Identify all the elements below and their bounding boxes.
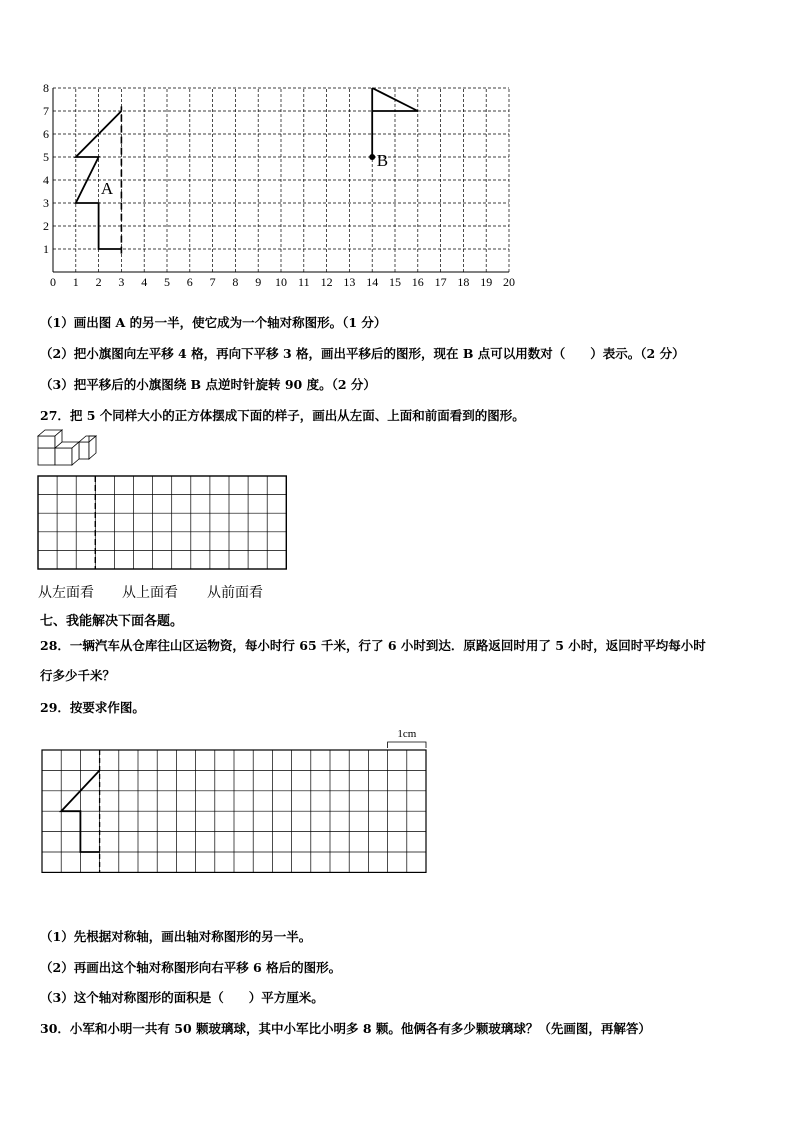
- x-tick-label: 8: [232, 275, 239, 289]
- scale-label: 1cm: [397, 728, 417, 740]
- y-tick-label: 4: [43, 173, 49, 187]
- x-tick-label: 12: [320, 275, 333, 289]
- x-tick-label: 14: [366, 275, 379, 289]
- q29-part2: （2）再画出这个轴对称图形向右平移 6 格后的图形。: [40, 960, 342, 975]
- x-tick-label: 13: [343, 275, 356, 289]
- q26-part3: （3）把平移后的小旗图绕 B 点逆时针旋转 90 度。（2 分）: [40, 377, 376, 392]
- x-tick-label: 15: [389, 275, 401, 289]
- y-tick-label: 2: [43, 219, 49, 233]
- view-front-label: 从前面看: [207, 585, 263, 601]
- x-tick-label: 5: [164, 275, 170, 289]
- x-tick-label: 18: [457, 275, 470, 289]
- q29-part3: （3）这个轴对称图形的面积是（ ）平方厘米。: [40, 990, 324, 1005]
- section-7-title: 七、我能解决下面各题。: [40, 614, 184, 629]
- y-tick-label: 7: [43, 104, 49, 118]
- x-tick-label: 0: [50, 275, 56, 289]
- coordinate-grid: [0, 0, 794, 300]
- q29-text: 29．按要求作图。: [40, 700, 145, 715]
- x-tick-label: 16: [411, 275, 424, 289]
- grid-border: [38, 476, 286, 569]
- q27-text: 27．把 5 个同样大小的正方体摆成下面的样子，画出从左面、上面和前面看到的图形。: [40, 408, 525, 423]
- y-tick-label: 1: [43, 242, 49, 256]
- point-b: [369, 154, 375, 160]
- q28-line2: 行多少千米？: [40, 668, 116, 683]
- q29-part1: （1）先根据对称轴，画出轴对称图形的另一半。: [40, 929, 312, 944]
- x-tick-label: 10: [275, 275, 287, 289]
- q26-part2: （2）把小旗图向左平移 4 格，再向下平移 3 格，画出平移后的图形，现在 B 点可以用数对（ ）表示。（2 分）: [40, 346, 685, 361]
- view-top-label: 从上面看: [122, 585, 178, 601]
- x-tick-label: 9: [255, 275, 262, 289]
- x-tick-label: 7: [209, 275, 216, 289]
- label-a: A: [100, 178, 114, 198]
- y-tick-label: 8: [43, 81, 49, 95]
- x-tick-label: 2: [95, 275, 102, 289]
- x-tick-label: 3: [118, 275, 125, 289]
- x-tick-label: 17: [434, 275, 447, 289]
- x-tick-label: 4: [141, 275, 148, 289]
- q30-text: 30．小军和小明一共有 50 颗玻璃球，其中小军比小明多 8 颗。他俩各有多少颗玻璃球？（先画图，再解答）: [40, 1021, 651, 1036]
- y-tick-label: 3: [43, 196, 49, 210]
- label-b: B: [376, 151, 389, 171]
- x-tick-label: 6: [186, 275, 193, 289]
- cubes-figure: [36, 428, 106, 468]
- scale-bracket: [388, 742, 426, 748]
- x-tick-label: 20: [503, 275, 515, 289]
- y-tick-label: 5: [43, 150, 49, 164]
- q29-drawing-grid: [36, 722, 436, 882]
- q28-line1: 28．一辆汽车从仓库往山区运物资，每小时行 65 千米，行了 6 小时到达．原路返回时用了 5 小时，返回时平均每小时: [40, 638, 706, 653]
- x-tick-label: 1: [72, 275, 79, 289]
- y-tick-label: 6: [43, 127, 49, 141]
- view-left-label: 从左面看: [38, 585, 94, 601]
- q26-part1: （1）画出图 A 的另一半，使它成为一个轴对称图形。（1 分）: [40, 315, 387, 330]
- q27-drawing-grid: [36, 474, 296, 574]
- x-tick-label: 19: [480, 275, 493, 289]
- x-tick-label: 11: [298, 275, 310, 289]
